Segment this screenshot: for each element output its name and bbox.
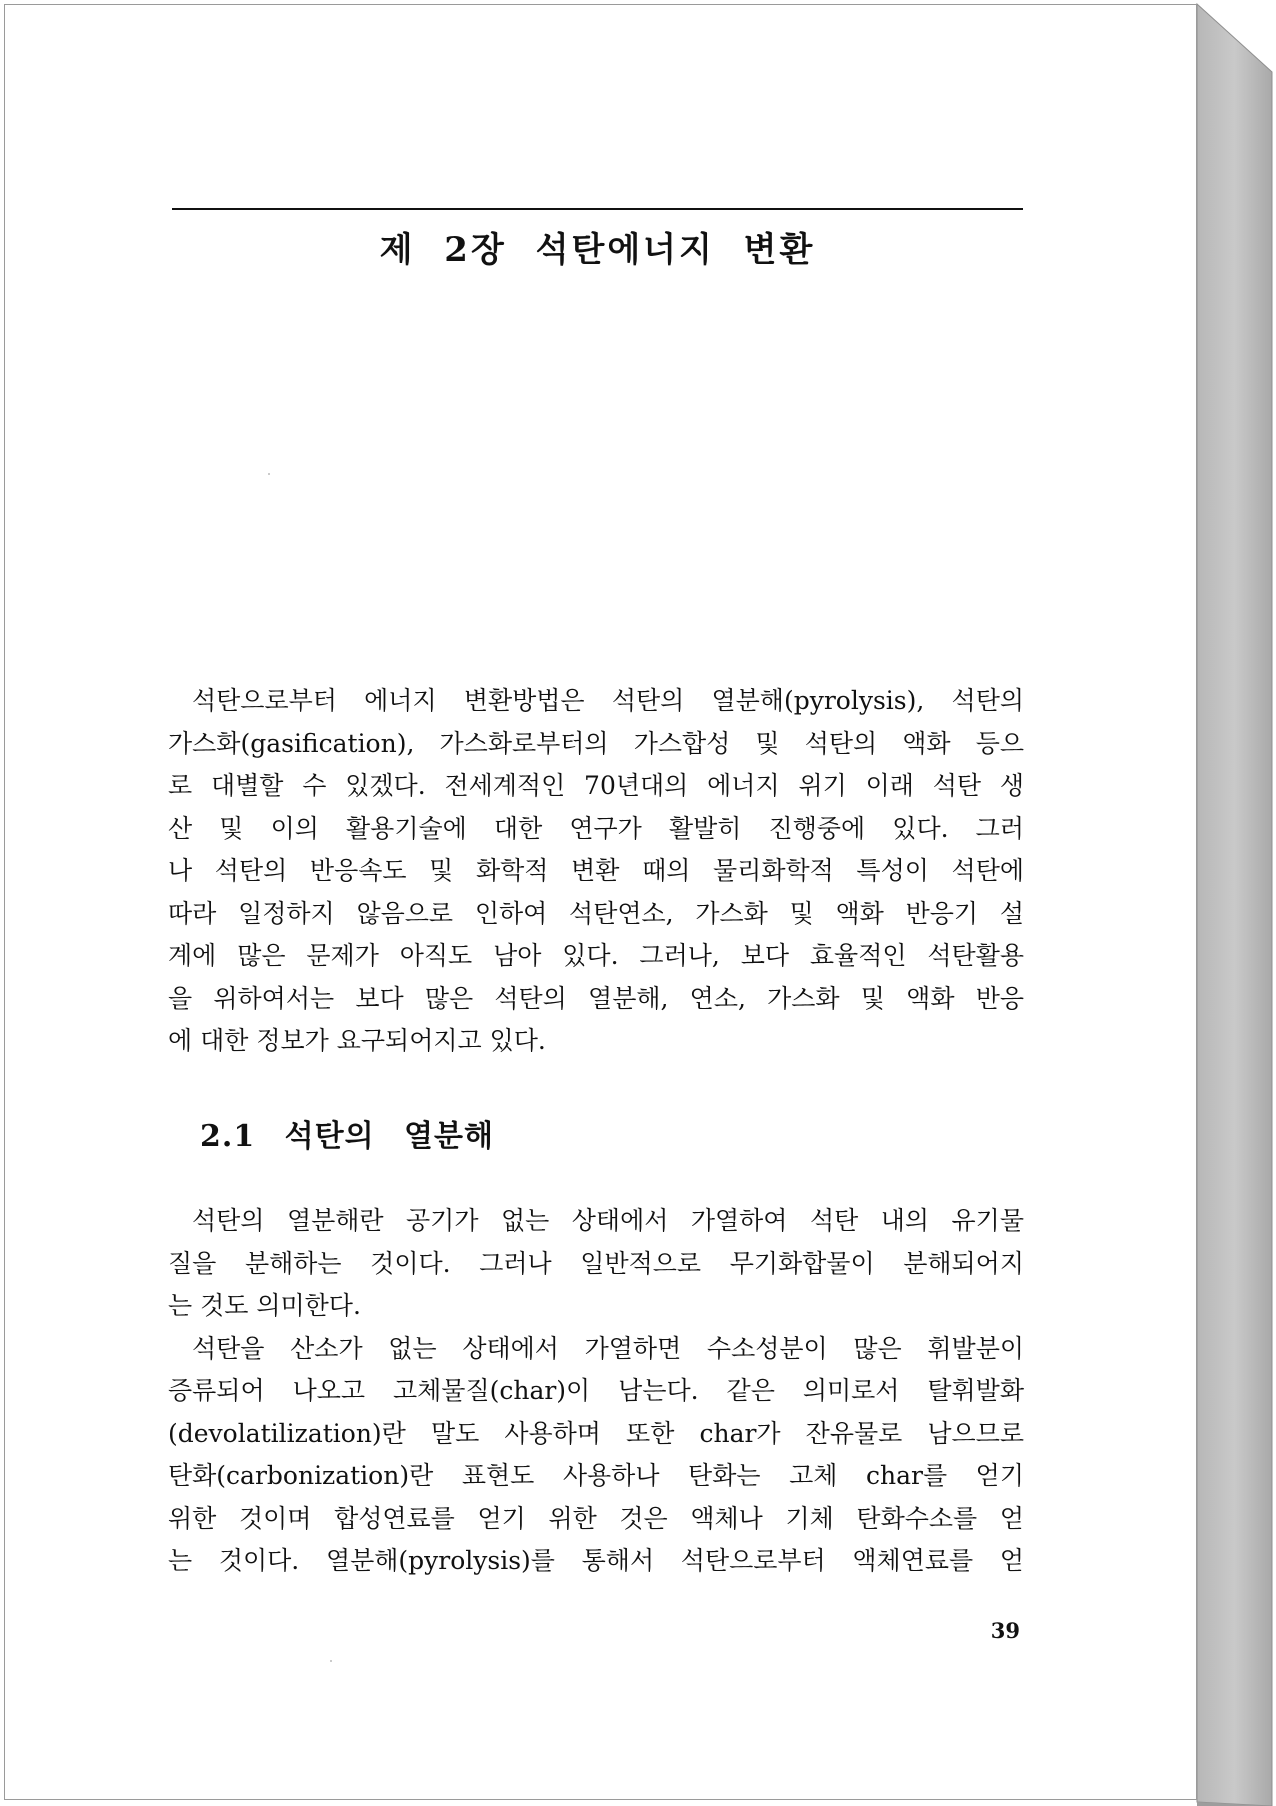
text-line: 따라 일정하지 않음으로 인하여 석탄연소, 가스화 및 액화 반응기 설 <box>168 898 1024 928</box>
chapter-title: 제 2장 석탄에너지 변환 <box>379 230 816 270</box>
text-line: 석탄을 산소가 없는 상태에서 가열하면 수소성분이 많은 휘발분이 <box>192 1333 1024 1363</box>
text-line: 석탄의 열분해란 공기가 없는 상태에서 가열하여 석탄 내의 유기물 <box>192 1206 1024 1235</box>
text-line: 질을 분해하는 것이다. 그러나 일반적으로 무기화합물이 분해되어지 <box>168 1248 1024 1278</box>
text-line: 을 위하여서는 보다 많은 석탄의 열분해, 연소, 가스화 및 액화 반응 <box>168 983 1024 1013</box>
text-line: 가스화(gasification), 가스화로부터의 가스합성 및 석탄의 액화 등으 <box>168 728 1024 758</box>
text-line: 나 석탄의 반응속도 및 화학적 변환 때의 물리화학적 특성이 석탄에 <box>168 856 1024 885</box>
text-line: 산 및 이의 활용기술에 대한 연구가 활발히 진행중에 있다. 그러 <box>168 813 1024 843</box>
text-line: 로 대별할 수 있겠다. 전세계적인 70년대의 에너지 위기 이래 석탄 생 <box>168 771 1024 800</box>
text-line: 석탄으로부터 에너지 변환방법은 석탄의 열분해(pyrolysis), 석탄의 <box>192 686 1024 715</box>
text-line: 는 것이다. 열분해(pyrolysis)를 통해서 석탄으로부터 액체연료를 얻 <box>168 1546 1024 1575</box>
scan-speck <box>268 473 270 475</box>
text-line: 위한 것이며 합성연료를 얻기 위한 것은 액체나 기체 탄화수소를 얻 <box>168 1503 1024 1533</box>
scan-speck <box>330 1660 332 1662</box>
text-line: 계에 많은 문제가 아직도 남아 있다. 그러나, 보다 효율적인 석탄활용 <box>168 941 1024 970</box>
text-line: 탄화(carbonization)란 표현도 사용하나 탄화는 고체 char를 얻기 <box>168 1461 1024 1490</box>
chapter-rule <box>172 208 1023 210</box>
text-line: 증류되어 나오고 고체물질(char)이 남는다. 같은 의미로서 탈휘발화 <box>168 1376 1024 1405</box>
text-line: 는 것도 의미한다. <box>168 1291 361 1320</box>
section-paragraphs <box>168 1200 1024 1583</box>
section-heading: 2.1 석탄의 열분해 <box>200 1119 494 1154</box>
page-number: 39 <box>990 1618 1020 1643</box>
intro-paragraph <box>168 680 1024 1063</box>
text-line: (devolatilization)란 말도 사용하며 또한 char가 잔유물로 남으므로 <box>168 1418 1024 1448</box>
text-line: 에 대한 정보가 요구되어지고 있다. <box>168 1026 546 1055</box>
